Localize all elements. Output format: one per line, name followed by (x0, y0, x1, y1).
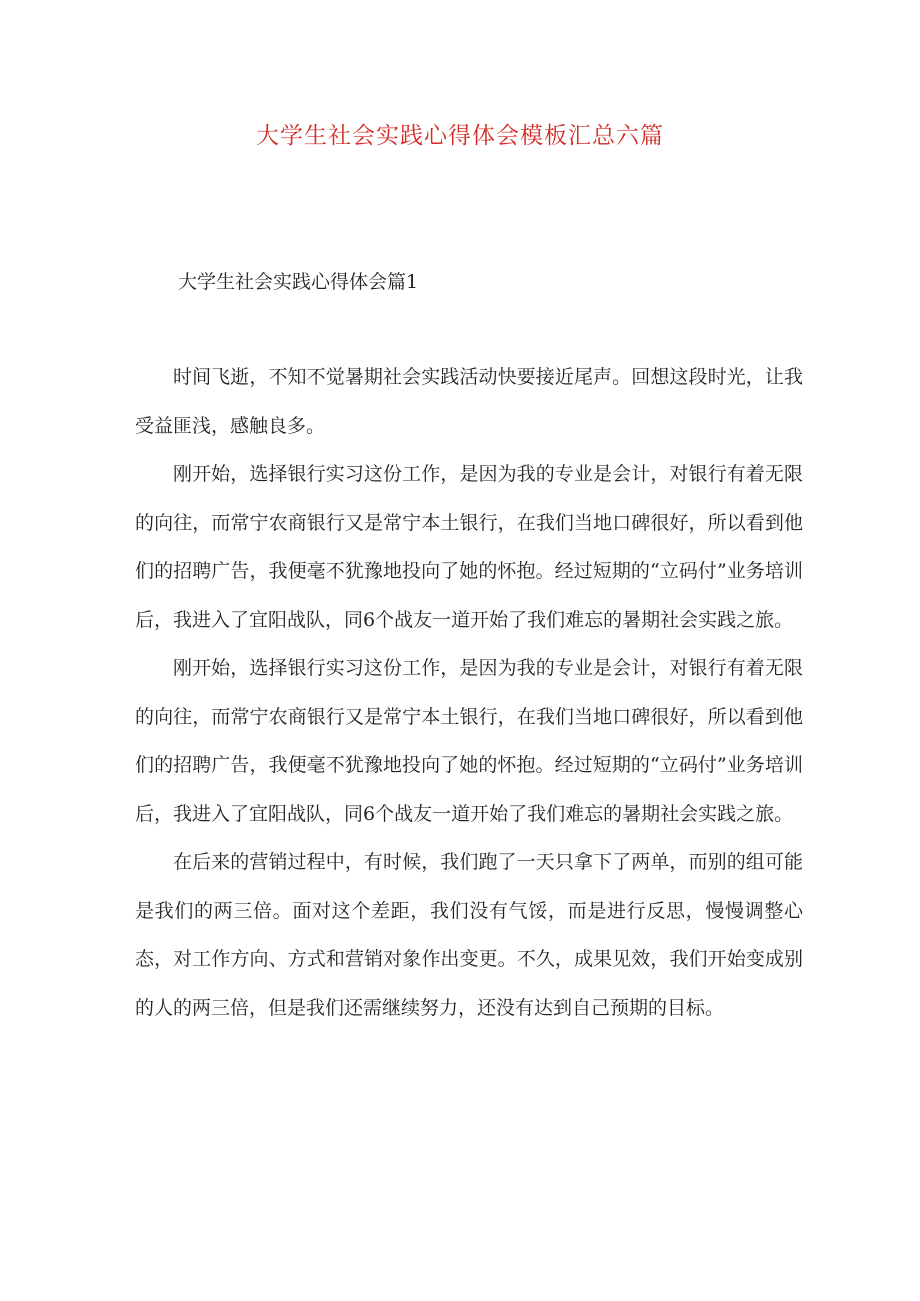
paragraph-2: 刚开始，选择银行实习这份工作，是因为我的专业是会计，对银行有着无限的向往，而常宁农商银行又是常宁本土银行，在我们当地口碑很好，所以看到他们的招聘广告，我便毫不犹豫地投向了她的怀抱。经过短期的“立码付”业务培训后，我进入了宜阳战队，同6个战友一道开始了我们难忘的暑期社会实践之旅。 (135, 463, 803, 631)
document-title: 大学生社会实践心得体会模板汇总六篇 (256, 123, 664, 149)
paragraph-3: 刚开始，选择银行实习这份工作，是因为我的专业是会计，对银行有着无限的向往，而常宁农商银行又是常宁本土银行，在我们当地口碑很好，所以看到他们的招聘广告，我便毫不犹豫地投向了她的怀抱。经过短期的“立码付”业务培训后，我进入了宜阳战队，同6个战友一道开始了我们难忘的暑期社会实践之旅。 (135, 657, 803, 825)
paragraph-1: 时间飞逝，不知不觉暑期社会实践活动快要接近尾声。回想这段时光，让我受益匪浅，感触良多。 (135, 366, 803, 437)
section-heading: 大学生社会实践心得体会篇1 (178, 271, 419, 293)
document-body (135, 353, 803, 1032)
paragraph-4: 在后来的营销过程中，有时候，我们跑了一天只拿下了两单，而别的组可能是我们的两三倍。面对这个差距，我们没有气馁，而是进行反思，慢慢调整心态，对工作方向、方式和营销对象作出变更。不久，成果见效，我们开始变成别的人的两三倍，但是我们还需继续努力，还没有达到自己预期的目标。 (135, 851, 803, 1019)
